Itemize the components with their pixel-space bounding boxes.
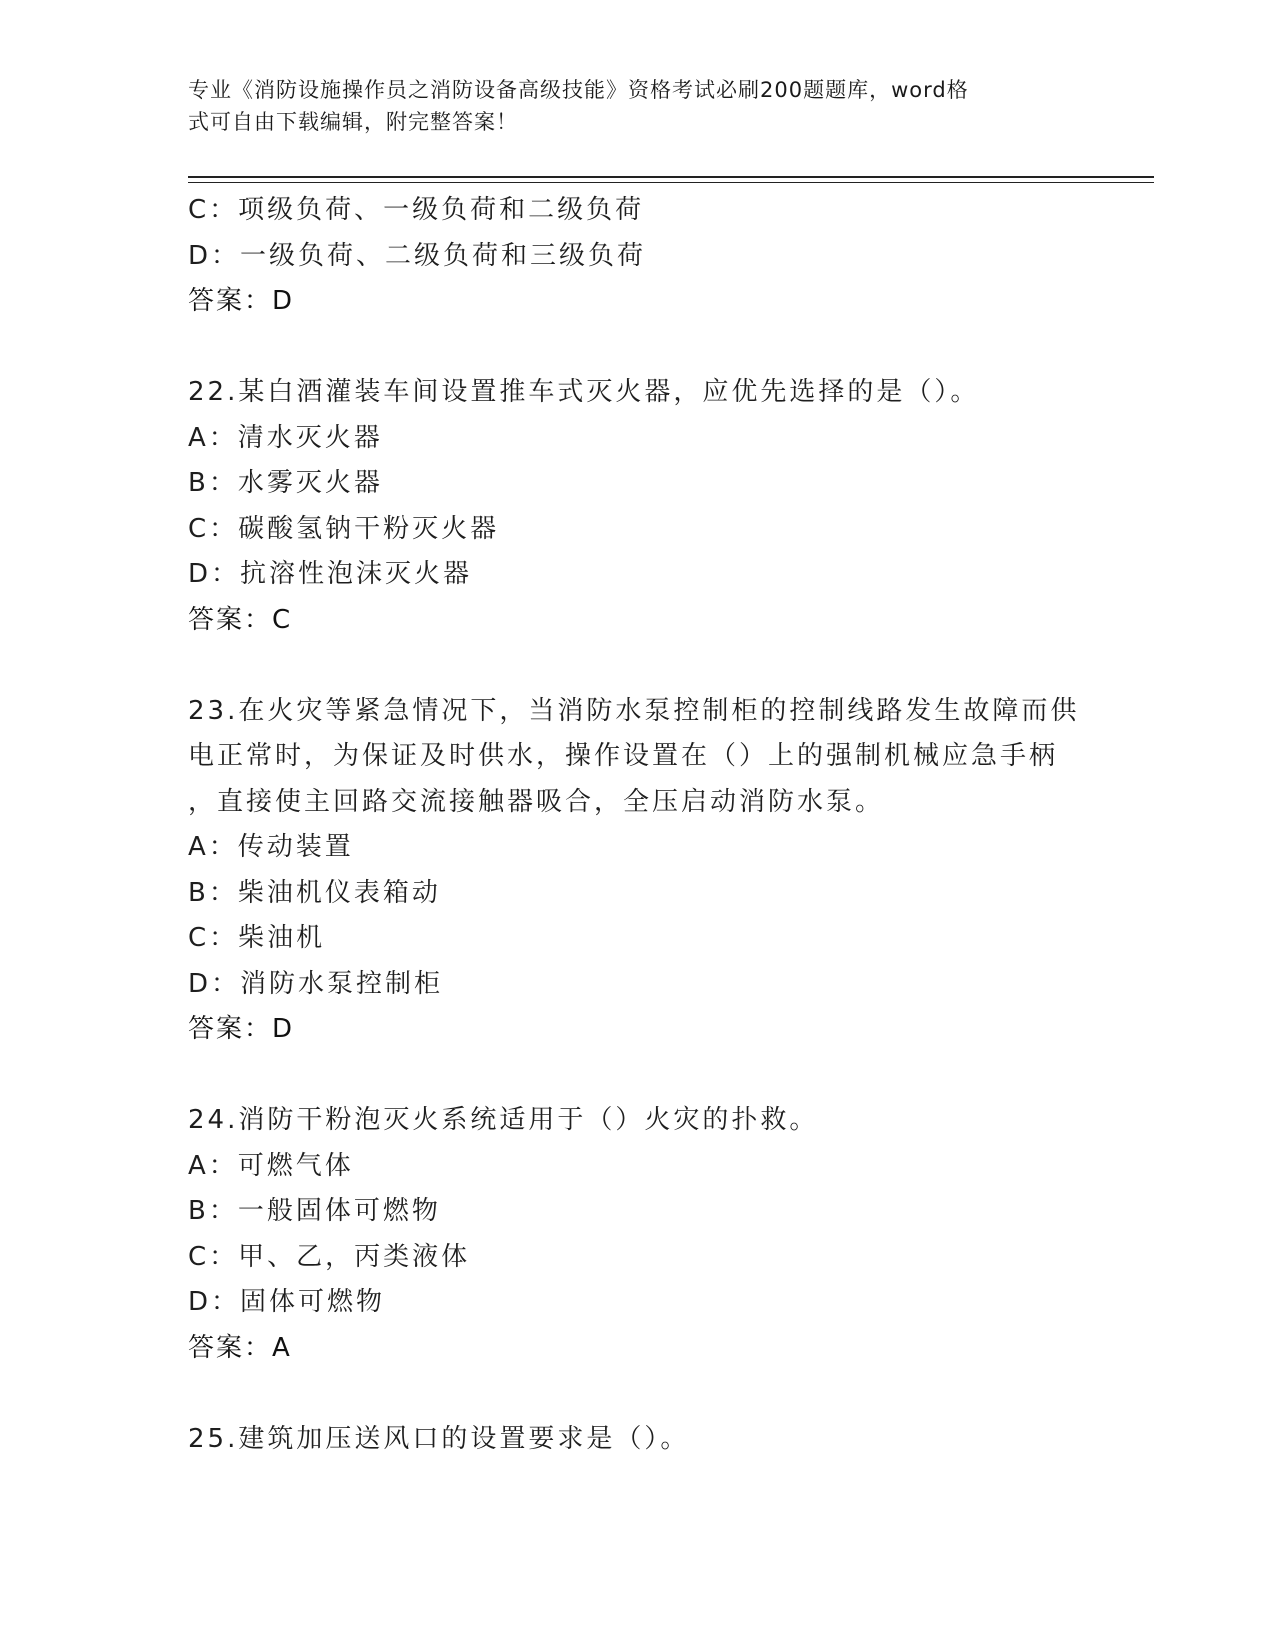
answer-line: 答案：C <box>188 604 293 635</box>
option-a: A：可燃气体 <box>188 1150 354 1181</box>
question-stem: 24.消防干粉泡灭火系统适用于（）火灾的扑救。 <box>188 1105 819 1135</box>
question-22 <box>188 370 1088 643</box>
option-c: C：碳酸氢钠干粉灭火器 <box>188 513 500 544</box>
option-d: D：固体可燃物 <box>188 1287 386 1317</box>
option-d: D：消防水泵控制柜 <box>188 968 444 999</box>
spacer <box>188 325 1088 371</box>
spacer <box>188 1371 1088 1417</box>
option-d: D：一级负荷、二级负荷和三级负荷 <box>188 240 647 271</box>
header-line-1: 专业《消防设施操作员之消防设备高级技能》资格考试必刷200题题库，word格 <box>188 78 969 102</box>
option-d: D：抗溶性泡沫灭火器 <box>188 559 473 589</box>
question-stem-line-3: ，直接使主回路交流接触器吸合，全压启动消防水泵。 <box>188 786 885 817</box>
question-stem: 22.某白酒灌装车间设置推车式灭火器，应优先选择的是（）。 <box>188 377 980 407</box>
option-b: B：水雾灭火器 <box>188 468 383 498</box>
question-stem-line-2: 电正常时，为保证及时供水，操作设置在（）上的强制机械应急手柄 <box>188 741 1059 771</box>
document-body <box>188 188 1088 1462</box>
question-stem-line-1: 23.在火灾等紧急情况下，当消防水泵控制柜的控制线路发生故障而供 <box>188 695 1080 726</box>
option-a: A：清水灭火器 <box>188 422 383 453</box>
answer-line: 答案：D <box>188 286 295 316</box>
header-divider-thin <box>188 182 1154 183</box>
header-divider-thick <box>188 176 1154 178</box>
spacer <box>188 643 1088 689</box>
question-23 <box>188 689 1088 1053</box>
question-25 <box>188 1417 1088 1463</box>
option-c: C：项级负荷、一级负荷和二级负荷 <box>188 195 645 225</box>
answer-line: 答案：A <box>188 1332 292 1363</box>
option-a: A：传动装置 <box>188 832 354 862</box>
option-b: B：一般固体可燃物 <box>188 1196 441 1226</box>
spacer <box>188 1053 1088 1099</box>
page-header <box>188 74 1068 138</box>
header-line-2: 式可自由下载编辑，附完整答案！ <box>188 110 518 134</box>
option-b: B：柴油机仪表箱动 <box>188 877 441 908</box>
question-24 <box>188 1098 1088 1371</box>
question-stem: 25.建筑加压送风口的设置要求是（）。 <box>188 1423 690 1454</box>
answer-line: 答案：D <box>188 1014 295 1044</box>
question-21-tail <box>188 188 1088 325</box>
option-c: C：甲、乙，丙类液体 <box>188 1241 471 1272</box>
option-c: C：柴油机 <box>188 923 326 953</box>
